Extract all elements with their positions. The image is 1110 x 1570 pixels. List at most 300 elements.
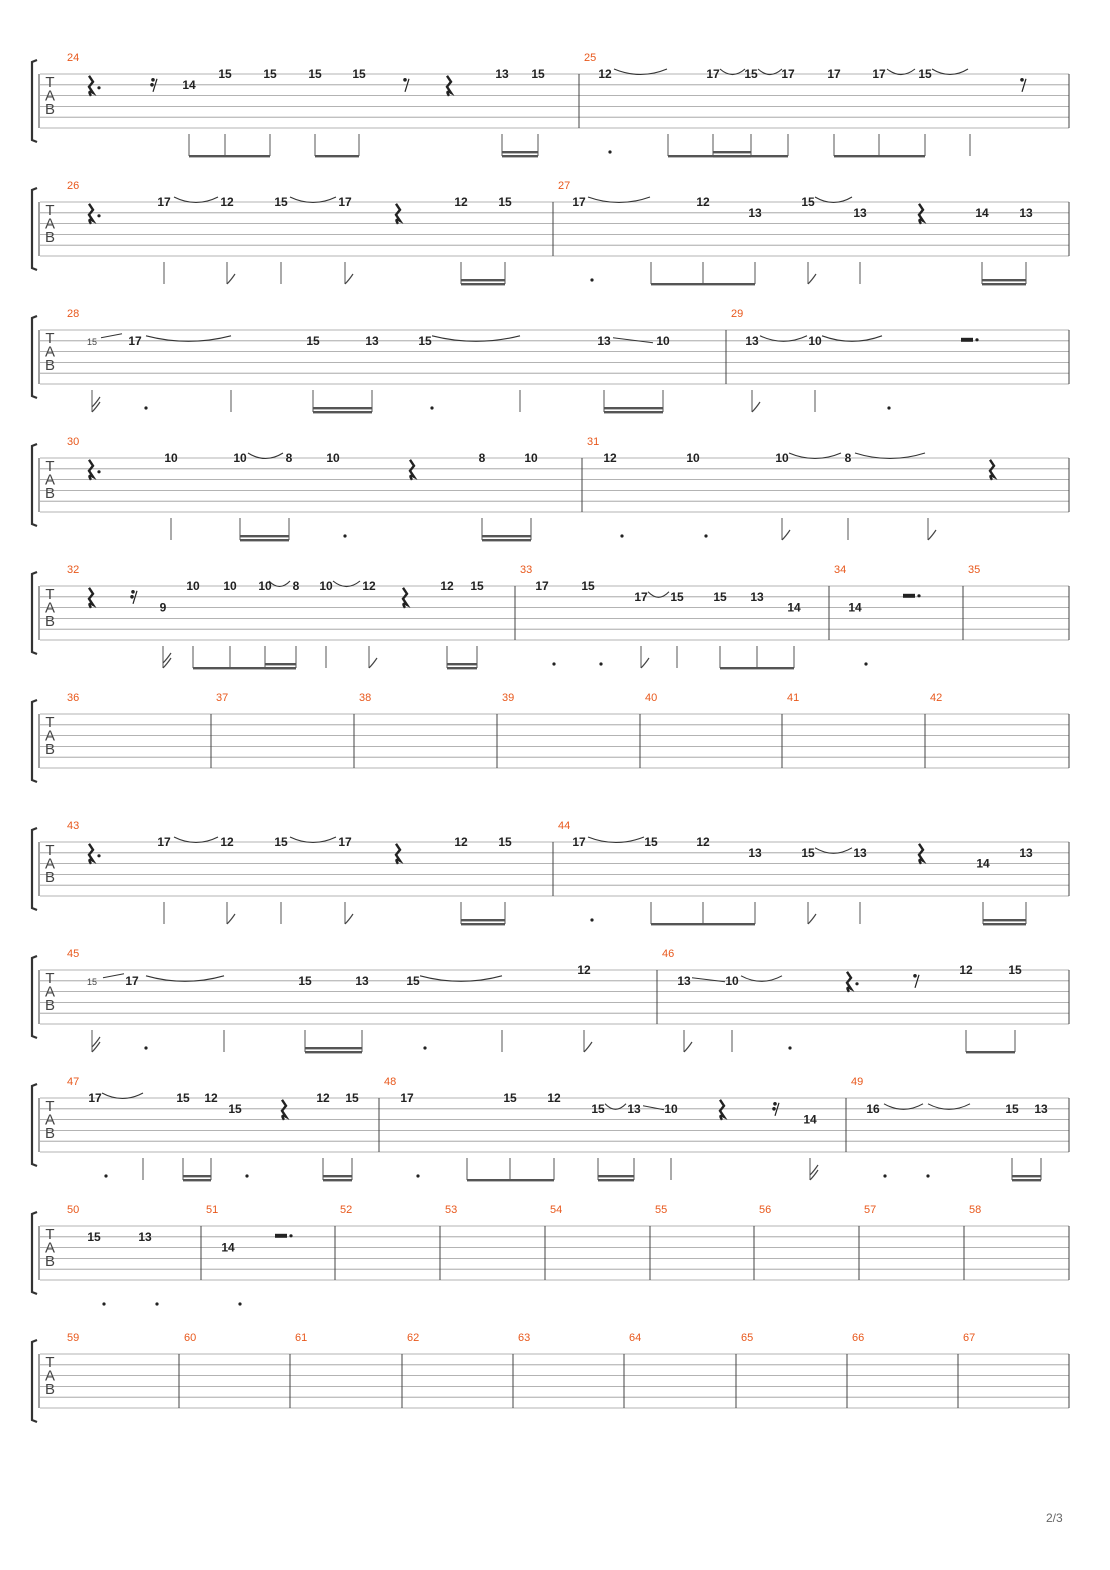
tab-clef-letter: A: [44, 343, 56, 361]
note-stem: [704, 534, 707, 537]
measure-number: 52: [340, 1204, 353, 1216]
fret-number: 15: [306, 333, 320, 348]
fret-number: 14: [975, 205, 989, 220]
fret-number: 15: [503, 1091, 517, 1105]
fret-number: 17: [572, 835, 586, 849]
note-stem: [788, 1046, 791, 1049]
fret-number: 15: [274, 835, 288, 849]
system-bracket: [32, 316, 37, 398]
fret-number: 17: [781, 67, 795, 81]
rest-symbol: [919, 844, 923, 864]
tab-clef-letter: A: [44, 1239, 56, 1257]
system-bracket: [32, 572, 37, 654]
tab-clef-letter: T: [45, 1226, 55, 1243]
tab-clef-letter: B: [44, 869, 56, 886]
fret-number: 15: [801, 845, 815, 860]
measure-number: 33: [520, 564, 533, 576]
fret-number: 15: [591, 1101, 605, 1116]
fret-number: 15: [498, 195, 512, 209]
fret-number: 10: [656, 333, 670, 348]
note-stem: [345, 262, 353, 284]
rest-symbol: [89, 460, 101, 480]
fret-number: 17: [88, 1091, 102, 1105]
fret-number: 17: [706, 67, 720, 81]
tab-clef-letter: T: [45, 458, 55, 475]
fret-number: 10: [686, 451, 700, 465]
measure-number: 63: [518, 1332, 531, 1344]
measure-number: 53: [445, 1204, 458, 1216]
note-stem: [926, 1174, 929, 1177]
fret-number: 10: [775, 451, 789, 465]
measure-number: 49: [851, 1076, 864, 1088]
rest-symbol: [903, 594, 921, 598]
measure-number: 61: [295, 1332, 308, 1344]
tab-clef-letter: B: [44, 101, 56, 118]
note-beam: [240, 535, 289, 537]
note-beam: [598, 1175, 634, 1177]
measure-number: 29: [731, 308, 744, 320]
fret-number: 10: [233, 451, 247, 465]
fret-number: 8: [292, 579, 300, 593]
measure-number: 38: [359, 692, 372, 704]
system-bracket: [32, 1212, 37, 1294]
system-bracket: [32, 828, 37, 910]
measure-number: 62: [407, 1332, 420, 1344]
note-stem: [144, 1046, 147, 1049]
tab-clef-letter: B: [44, 485, 56, 502]
tab-clef-letter: T: [45, 842, 55, 859]
system-bracket: [32, 700, 37, 782]
fret-number: 15: [86, 336, 98, 347]
fret-number: 15: [176, 1091, 190, 1105]
note-stem: [810, 1158, 818, 1180]
fret-number: 13: [597, 333, 611, 348]
note-beam: [183, 1179, 211, 1181]
note-beam: [265, 667, 296, 669]
note-stem: [620, 534, 623, 537]
system-bracket: [32, 1340, 37, 1422]
tab-clef-letter: T: [45, 970, 55, 987]
note-beam: [502, 151, 538, 153]
measure-number: 25: [584, 52, 597, 64]
tab-clef-letter: T: [45, 714, 55, 731]
fret-number: 15: [263, 67, 277, 81]
note-beam: [482, 539, 531, 541]
note-beam: [983, 919, 1026, 921]
fret-number: 15: [298, 973, 312, 988]
measure-number: 37: [216, 692, 229, 704]
fret-number: 12: [577, 963, 591, 977]
note-beam: [502, 155, 538, 157]
fret-number: 14: [976, 856, 990, 871]
note-stem: [608, 150, 611, 153]
note-beam: [966, 1051, 1015, 1053]
tab-system: [32, 1076, 1069, 1181]
fret-number: 10: [186, 579, 200, 593]
system-bracket: [32, 1084, 37, 1166]
fret-number: 13: [677, 973, 691, 988]
rest-symbol: [410, 460, 414, 480]
measure-number: 46: [662, 948, 675, 960]
slide-line: [613, 338, 653, 343]
fret-number: 14: [221, 1240, 235, 1255]
note-beam: [983, 923, 1026, 925]
fret-number: 17: [634, 589, 648, 604]
fret-number: 15: [87, 1229, 101, 1244]
fret-number: 13: [1034, 1101, 1048, 1116]
measure-number: 66: [852, 1332, 865, 1344]
note-beam: [982, 283, 1026, 285]
rest-symbol: [89, 76, 101, 96]
fret-number: 12: [220, 835, 234, 849]
note-beam: [467, 1179, 554, 1181]
fret-number: 15: [1005, 1101, 1019, 1116]
fret-number: 13: [138, 1229, 152, 1244]
rest-symbol: [990, 460, 994, 480]
note-beam: [461, 919, 505, 921]
note-stem: [245, 1174, 248, 1177]
measure-number: 32: [67, 564, 80, 576]
measure-number: 65: [741, 1332, 754, 1344]
fret-number: 10: [524, 451, 538, 465]
fret-number: 15: [531, 67, 545, 81]
fret-number: 8: [478, 451, 486, 465]
rest-symbol: [89, 844, 101, 864]
note-stem: [144, 406, 147, 409]
measure-number: 42: [930, 692, 943, 704]
fret-number: 15: [406, 973, 420, 988]
tab-clef-letter: T: [45, 1098, 55, 1115]
note-beam: [447, 667, 477, 669]
fret-number: 10: [223, 579, 237, 593]
fret-number: 17: [338, 195, 352, 209]
fret-number: 17: [157, 195, 171, 209]
fret-number: 12: [204, 1091, 218, 1105]
measure-number: 57: [864, 1204, 877, 1216]
fret-number: 13: [750, 589, 764, 604]
fret-number: 15: [713, 589, 727, 604]
tab-system: [32, 820, 1069, 925]
fret-number: 14: [787, 600, 801, 615]
note-stem: [227, 262, 235, 284]
fret-number: 12: [316, 1091, 330, 1105]
fret-number: 13: [1019, 845, 1033, 860]
measure-number: 51: [206, 1204, 219, 1216]
fret-number: 12: [696, 195, 710, 209]
note-beam: [834, 155, 925, 157]
rest-symbol: [447, 76, 451, 96]
measure-number: 31: [587, 436, 600, 448]
note-beam: [323, 1175, 352, 1177]
fret-number: 17: [572, 195, 586, 209]
measure-number: 54: [550, 1204, 563, 1216]
tab-clef-letter: B: [44, 1381, 56, 1398]
fret-number: 17: [872, 67, 886, 81]
note-stem: [584, 1030, 592, 1052]
note-beam: [604, 411, 663, 413]
rest-symbol: [919, 204, 923, 224]
fret-number: 13: [355, 973, 369, 988]
tab-clef-letter: A: [44, 599, 56, 617]
measure-number: 36: [67, 692, 80, 704]
note-stem: [782, 518, 790, 540]
note-stem: [238, 1302, 241, 1305]
note-stem: [887, 406, 890, 409]
fret-number: 16: [866, 1101, 880, 1116]
page-number: 2/3: [1046, 1511, 1063, 1525]
fret-number: 9: [159, 600, 167, 615]
tab-clef-letter: A: [44, 727, 56, 745]
fret-number: 15: [801, 195, 815, 209]
note-beam: [313, 411, 372, 413]
note-beam: [604, 407, 663, 409]
fret-number: 15: [218, 67, 232, 81]
note-beam: [482, 535, 531, 537]
fret-number: 15: [274, 195, 288, 209]
note-stem: [684, 1030, 692, 1052]
fret-number: 12: [598, 67, 612, 81]
measure-number: 43: [67, 820, 80, 832]
fret-number: 12: [696, 835, 710, 849]
fret-number: 10: [319, 579, 333, 593]
fret-number: 12: [454, 835, 468, 849]
fret-number: 13: [627, 1101, 641, 1116]
note-stem: [808, 902, 816, 924]
measure-number: 47: [67, 1076, 80, 1088]
measure-number: 45: [67, 948, 80, 960]
fret-number: 14: [848, 600, 862, 615]
fret-number: 15: [418, 333, 432, 348]
fret-number: 10: [164, 451, 178, 465]
fret-number: 13: [745, 333, 759, 348]
note-beam: [447, 663, 477, 665]
note-stem: [590, 278, 593, 281]
measure-number: 48: [384, 1076, 397, 1088]
note-beam: [461, 283, 505, 285]
fret-number: 17: [535, 579, 549, 593]
fret-number: 12: [220, 195, 234, 209]
fret-number: 10: [808, 333, 822, 348]
note-stem: [163, 646, 171, 668]
tab-clef-letter: B: [44, 997, 56, 1014]
fret-number: 13: [853, 845, 867, 860]
note-beam: [1012, 1175, 1041, 1177]
tab-clef-letter: B: [44, 613, 56, 630]
measure-number: 39: [502, 692, 515, 704]
note-beam: [651, 283, 755, 285]
note-beam: [305, 1051, 362, 1053]
fret-number: 14: [803, 1112, 817, 1127]
tab-system: [32, 1332, 1069, 1422]
measure-number: 24: [67, 52, 80, 64]
slide-line: [103, 974, 124, 978]
measure-number: 56: [759, 1204, 772, 1216]
tab-system: [32, 436, 1069, 541]
note-stem: [416, 1174, 419, 1177]
note-stem: [590, 918, 593, 921]
fret-number: 15: [470, 579, 484, 593]
fret-number: 12: [362, 579, 376, 593]
fret-number: 15: [86, 976, 98, 987]
system-bracket: [32, 60, 37, 142]
measure-number: 67: [963, 1332, 976, 1344]
rest-symbol: [396, 204, 400, 224]
fret-number: 12: [454, 195, 468, 209]
fret-number: 17: [128, 333, 142, 348]
fret-number: 15: [670, 589, 684, 604]
tab-clef-letter: T: [45, 1354, 55, 1371]
measure-number: 60: [184, 1332, 197, 1344]
note-stem: [883, 1174, 886, 1177]
slide-line: [101, 334, 122, 338]
fret-number: 17: [338, 835, 352, 849]
note-stem: [864, 662, 867, 665]
tab-clef-letter: A: [44, 1367, 56, 1385]
fret-number: 13: [748, 205, 762, 220]
note-beam: [598, 1179, 634, 1181]
note-stem: [155, 1302, 158, 1305]
note-beam: [189, 155, 270, 157]
measure-number: 50: [67, 1204, 80, 1216]
system-bracket: [32, 956, 37, 1038]
measure-number: 59: [67, 1332, 80, 1344]
fret-number: 13: [1019, 205, 1033, 220]
fret-number: 15: [308, 67, 322, 81]
rest-symbol: [396, 844, 400, 864]
system-bracket: [32, 444, 37, 526]
fret-number: 12: [547, 1091, 561, 1105]
measure-number: 41: [787, 692, 800, 704]
note-beam: [305, 1047, 362, 1049]
fret-number: 12: [959, 963, 973, 977]
fret-number: 15: [1008, 963, 1022, 977]
note-beam: [183, 1175, 211, 1177]
tab-clef-letter: A: [44, 215, 56, 233]
rest-symbol: [89, 588, 93, 608]
measure-number: 27: [558, 180, 571, 192]
note-stem: [430, 406, 433, 409]
rest-symbol: [847, 972, 859, 992]
fret-number: 13: [853, 205, 867, 220]
fret-number: 10: [258, 579, 272, 593]
tab-system: [32, 564, 1069, 669]
fret-number: 17: [125, 973, 139, 988]
note-beam: [461, 923, 505, 925]
tab-clef-letter: A: [44, 471, 56, 489]
tab-clef-letter: B: [44, 1125, 56, 1142]
measure-number: 44: [558, 820, 571, 832]
note-stem: [92, 390, 100, 412]
tab-clef-letter: T: [45, 586, 55, 603]
tab-system: [32, 1204, 1069, 1306]
rest-symbol: [403, 588, 407, 608]
tab-system: [32, 948, 1069, 1053]
tab-system: [32, 180, 1069, 285]
fret-number: 10: [664, 1101, 678, 1116]
fret-number: 13: [495, 67, 509, 81]
tab-system: [32, 52, 1069, 157]
note-beam: [265, 663, 296, 665]
fret-number: 15: [644, 835, 658, 849]
tab-clef-letter: T: [45, 330, 55, 347]
fret-number: 12: [440, 579, 454, 593]
note-stem: [369, 646, 377, 668]
tab-clef-letter: A: [44, 983, 56, 1001]
note-beam: [720, 667, 794, 669]
note-stem: [345, 902, 353, 924]
fret-number: 17: [157, 835, 171, 849]
measure-number: 34: [834, 564, 847, 576]
tab-clef-letter: B: [44, 357, 56, 374]
note-stem: [808, 262, 816, 284]
measure-number: 55: [655, 1204, 668, 1216]
tab-system: [32, 308, 1069, 413]
rest-symbol: [282, 1100, 286, 1120]
fret-number: 15: [744, 67, 758, 81]
fret-number: 15: [498, 835, 512, 849]
note-beam: [313, 407, 372, 409]
fret-number: 13: [748, 845, 762, 860]
fret-number: 13: [365, 333, 379, 348]
tab-clef-letter: T: [45, 202, 55, 219]
note-stem: [552, 662, 555, 665]
note-stem: [92, 1030, 100, 1052]
note-stem: [423, 1046, 426, 1049]
fret-number: 15: [345, 1091, 359, 1105]
note-beam: [323, 1179, 352, 1181]
note-stem: [104, 1174, 107, 1177]
measure-number: 58: [969, 1204, 982, 1216]
fret-number: 15: [581, 579, 595, 593]
note-beam: [315, 155, 359, 157]
fret-number: 14: [182, 77, 196, 92]
note-beam: [1012, 1179, 1041, 1181]
note-stem: [928, 518, 936, 540]
note-stem: [227, 902, 235, 924]
tab-clef-letter: T: [45, 74, 55, 91]
rest-symbol: [89, 204, 101, 224]
note-beam: [461, 279, 505, 281]
fret-number: 15: [918, 67, 932, 81]
measure-number: 30: [67, 436, 80, 448]
note-stem: [102, 1302, 105, 1305]
tab-clef-letter: A: [44, 87, 56, 105]
note-stem: [752, 390, 760, 412]
fret-number: 12: [603, 451, 617, 465]
fret-number: 10: [725, 973, 739, 988]
note-beam: [713, 155, 751, 157]
fret-number: 15: [352, 67, 366, 81]
measure-number: 26: [67, 180, 80, 192]
note-beam: [713, 151, 751, 153]
tab-clef-letter: B: [44, 1253, 56, 1270]
measure-number: 40: [645, 692, 658, 704]
tab-clef-letter: B: [44, 229, 56, 246]
tab-system: [32, 692, 1069, 782]
system-bracket: [32, 188, 37, 270]
note-stem: [343, 534, 346, 537]
note-stem: [641, 646, 649, 668]
note-stem: [599, 662, 602, 665]
rest-symbol: [720, 1100, 724, 1120]
fret-number: 8: [844, 451, 852, 465]
tab-clef-letter: B: [44, 741, 56, 758]
fret-number: 10: [326, 451, 340, 465]
tab-clef-letter: A: [44, 855, 56, 873]
measure-number: 35: [968, 564, 981, 576]
measure-number: 64: [629, 1332, 642, 1344]
note-beam: [240, 539, 289, 541]
